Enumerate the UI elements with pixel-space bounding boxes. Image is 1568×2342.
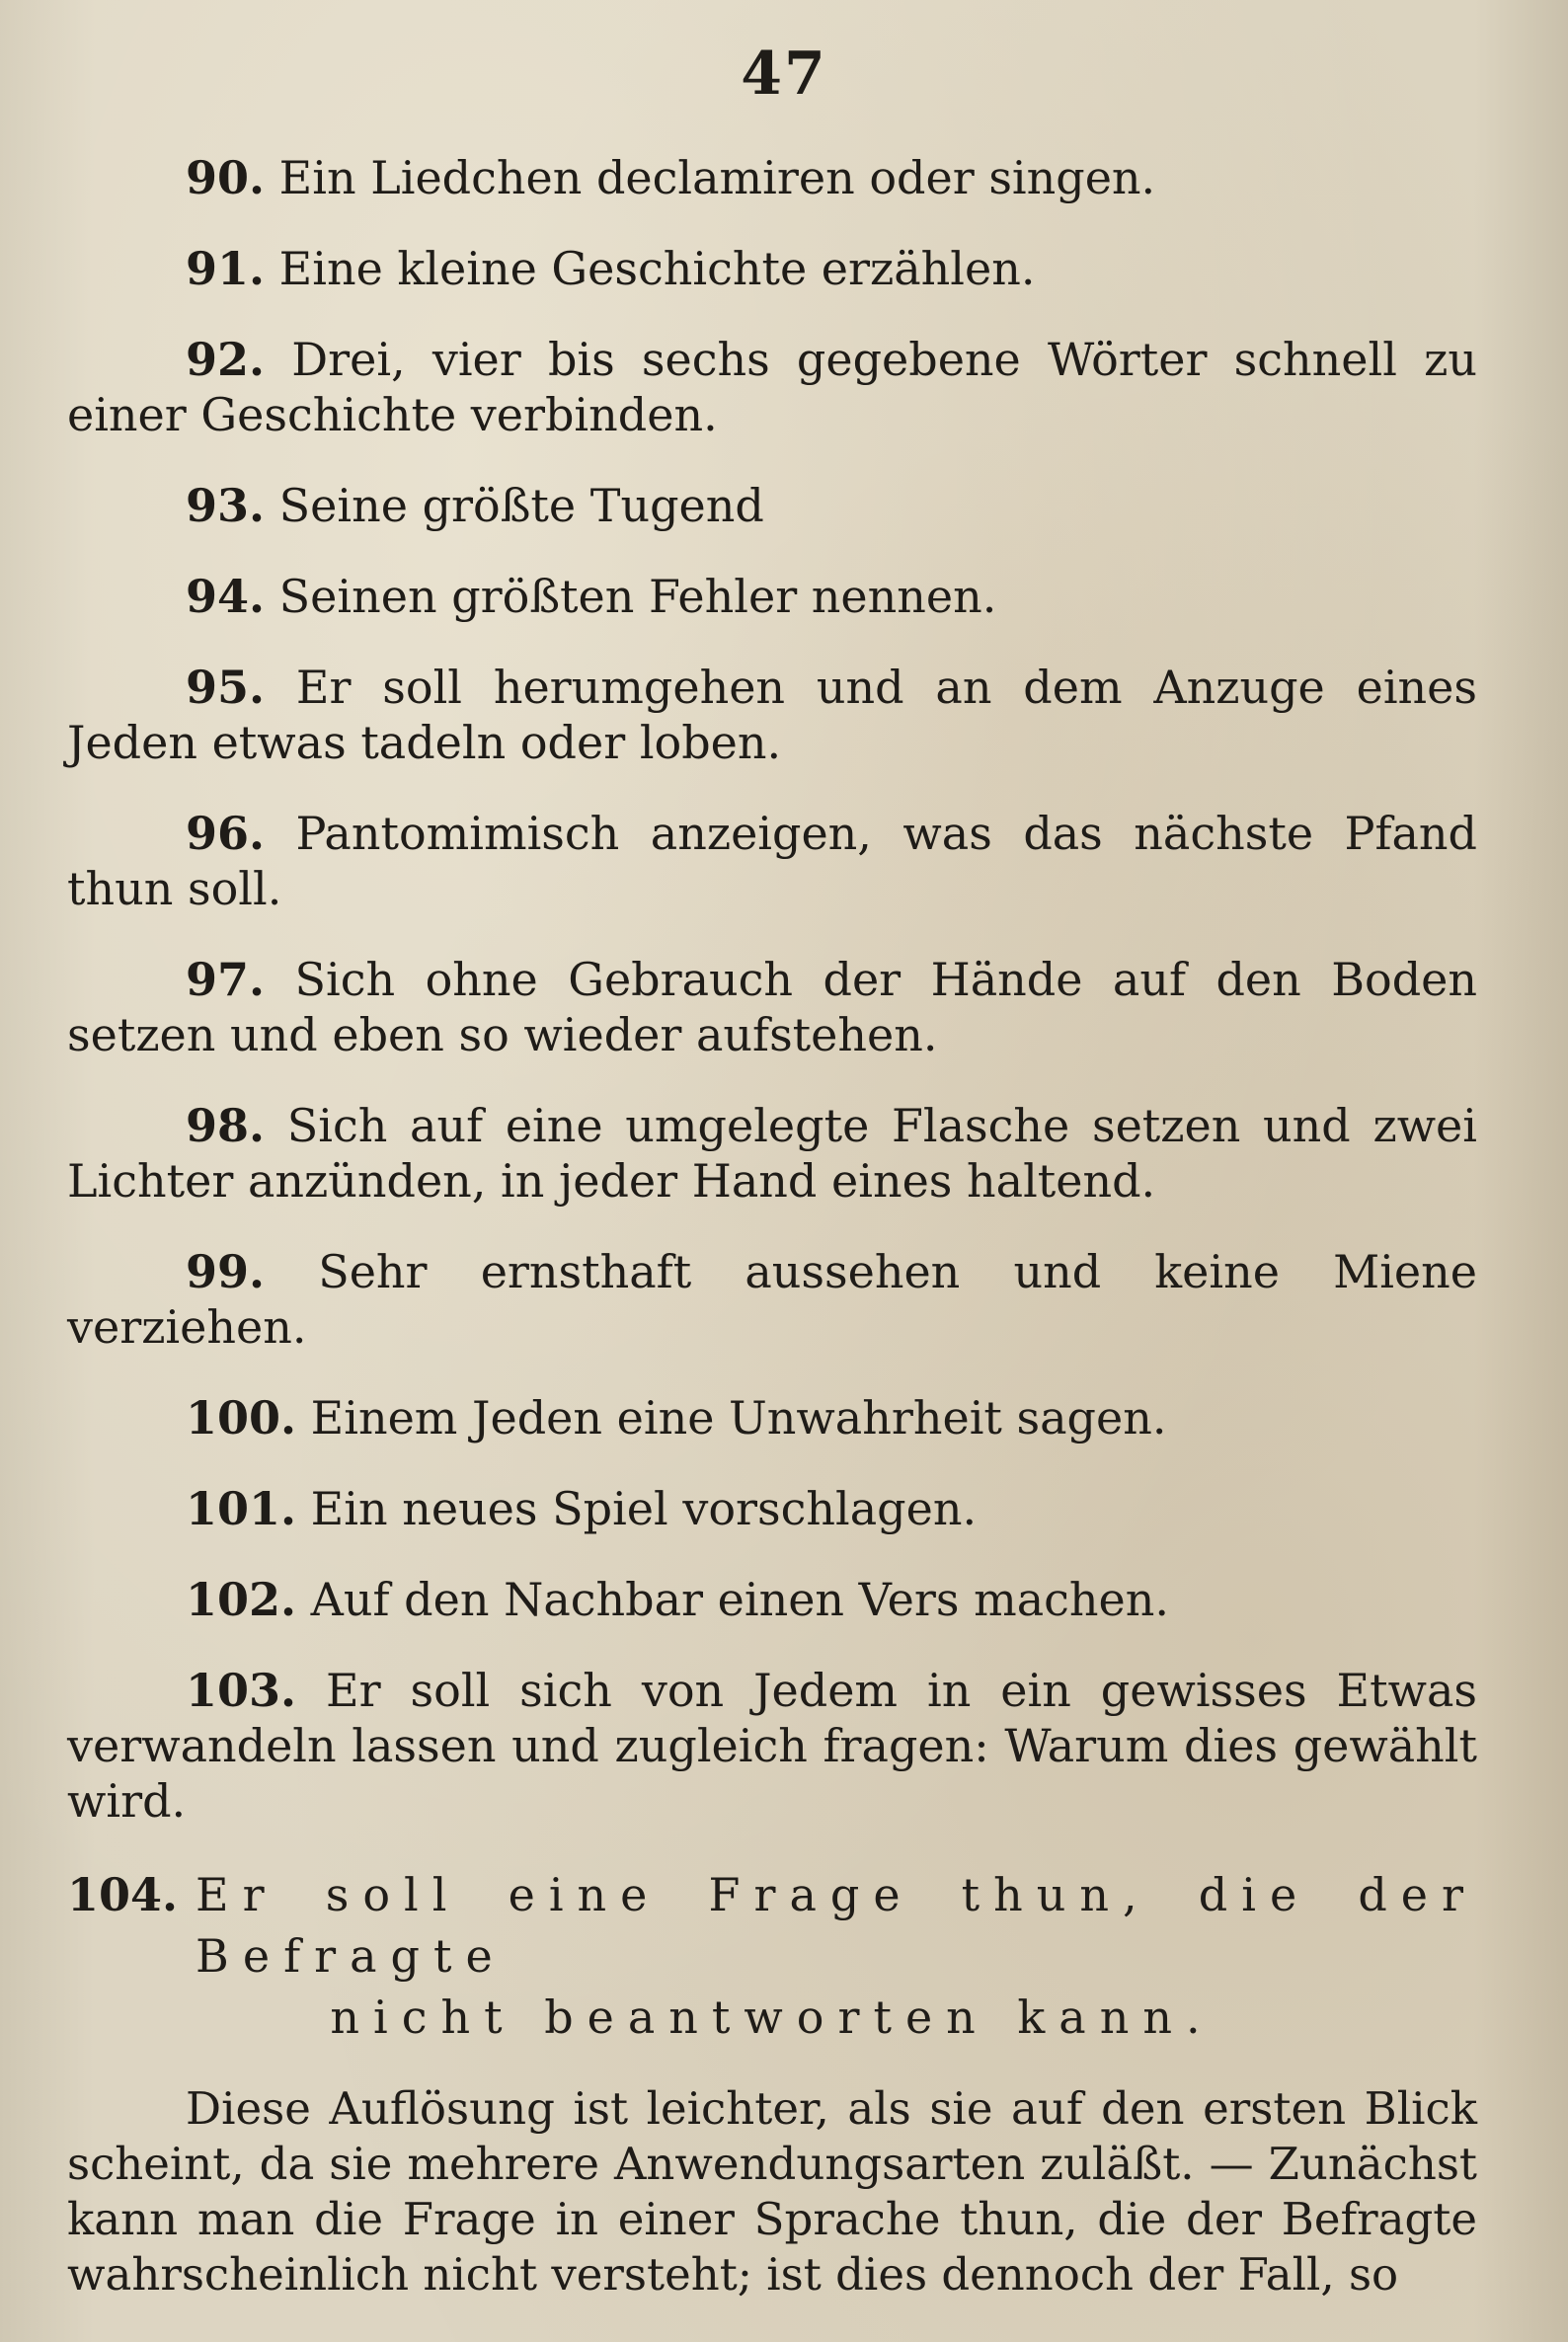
item-number: 99. xyxy=(186,1245,266,1298)
item-text: Er soll herumgehen und an dem Anzuge eines Jeden etwas tadeln oder loben. xyxy=(67,661,1478,769)
item-number: 92. xyxy=(186,333,266,386)
list-item xyxy=(67,241,1477,296)
heading-text-line-1: Er soll eine Frage thun, die der Befragte xyxy=(196,1868,1477,1983)
item-text: Auf den Nachbar einen Vers machen. xyxy=(310,1573,1169,1626)
item-text: Ein neues Spiel vorschlagen. xyxy=(310,1482,978,1535)
item-text: Ein Liedchen declamiren oder singen. xyxy=(278,151,1156,204)
list-item xyxy=(67,1481,1477,1536)
item-number: 94. xyxy=(186,570,266,623)
item-number: 91. xyxy=(186,242,266,295)
item-text: Seine größte Tugend xyxy=(278,479,764,532)
list-item xyxy=(67,569,1477,624)
item-text: Sich auf eine umgelegte Flasche setzen und zwei Lichter anzünden, in jeder Hand eines haltend. xyxy=(67,1099,1477,1208)
list-item xyxy=(67,1572,1477,1627)
item-number: 97. xyxy=(186,953,266,1006)
item-number: 90. xyxy=(186,151,266,204)
item-text: Er soll sich von Jedem in ein gewisses Etwas verwandeln lassen und zugleich fragen: Warum dies gewählt wird. xyxy=(67,1664,1477,1828)
list-item xyxy=(67,1390,1477,1445)
item-text: Sehr ernsthaft aussehen und keine Miene verziehen. xyxy=(67,1245,1477,1354)
list-item xyxy=(67,150,1477,205)
list-item xyxy=(67,1244,1477,1355)
list-item xyxy=(67,806,1477,916)
item-number: 98. xyxy=(186,1099,266,1152)
item-number: 96. xyxy=(186,807,266,860)
heading-text-line-2: nicht beantworten kann. xyxy=(330,1991,1215,2044)
body-paragraph: Diese Auflösung ist leichter, als sie auf den ersten Blick scheint, da sie mehrere Anwendungsarten zuläßt. — Zunächst kann man die Frage in einer Sprache thun, die der Befragte wahrscheinlich nicht versteht; ist dies dennoch der Fall, so xyxy=(67,2082,1477,2301)
item-number: 100. xyxy=(186,1391,297,1444)
page-number: 47 xyxy=(741,39,827,109)
item-number: 93. xyxy=(186,479,266,532)
item-text: Einem Jeden eine Unwahrheit sagen. xyxy=(310,1391,1167,1444)
item-number: 102. xyxy=(186,1573,297,1626)
item-text: Pantomimisch anzeigen, was das nächste Pfand thun soll. xyxy=(67,807,1477,915)
list-item xyxy=(67,660,1477,770)
item-number: 101. xyxy=(186,1482,297,1535)
item-text: Seinen größten Fehler nennen. xyxy=(278,570,997,623)
heading-number: 104. xyxy=(67,1868,179,1921)
item-text: Sich ohne Gebrauch der Hände auf den Boden setzen und eben so wieder aufstehen. xyxy=(67,953,1478,1061)
list-item xyxy=(67,952,1477,1062)
heading-line-1 xyxy=(67,1864,1477,1987)
list-item xyxy=(67,1098,1477,1209)
list-item xyxy=(67,1663,1477,1829)
item-number: 103. xyxy=(186,1664,297,1717)
list-item xyxy=(67,478,1477,533)
page-content xyxy=(67,150,1477,2303)
list-item xyxy=(67,332,1477,442)
item-number: 95. xyxy=(186,661,266,714)
item-text: Drei, vier bis sechs gegebene Wörter schnell zu einer Geschichte verbinden. xyxy=(67,333,1478,441)
section-heading xyxy=(67,1864,1477,2048)
item-text: Eine kleine Geschichte erzählen. xyxy=(278,242,1036,295)
